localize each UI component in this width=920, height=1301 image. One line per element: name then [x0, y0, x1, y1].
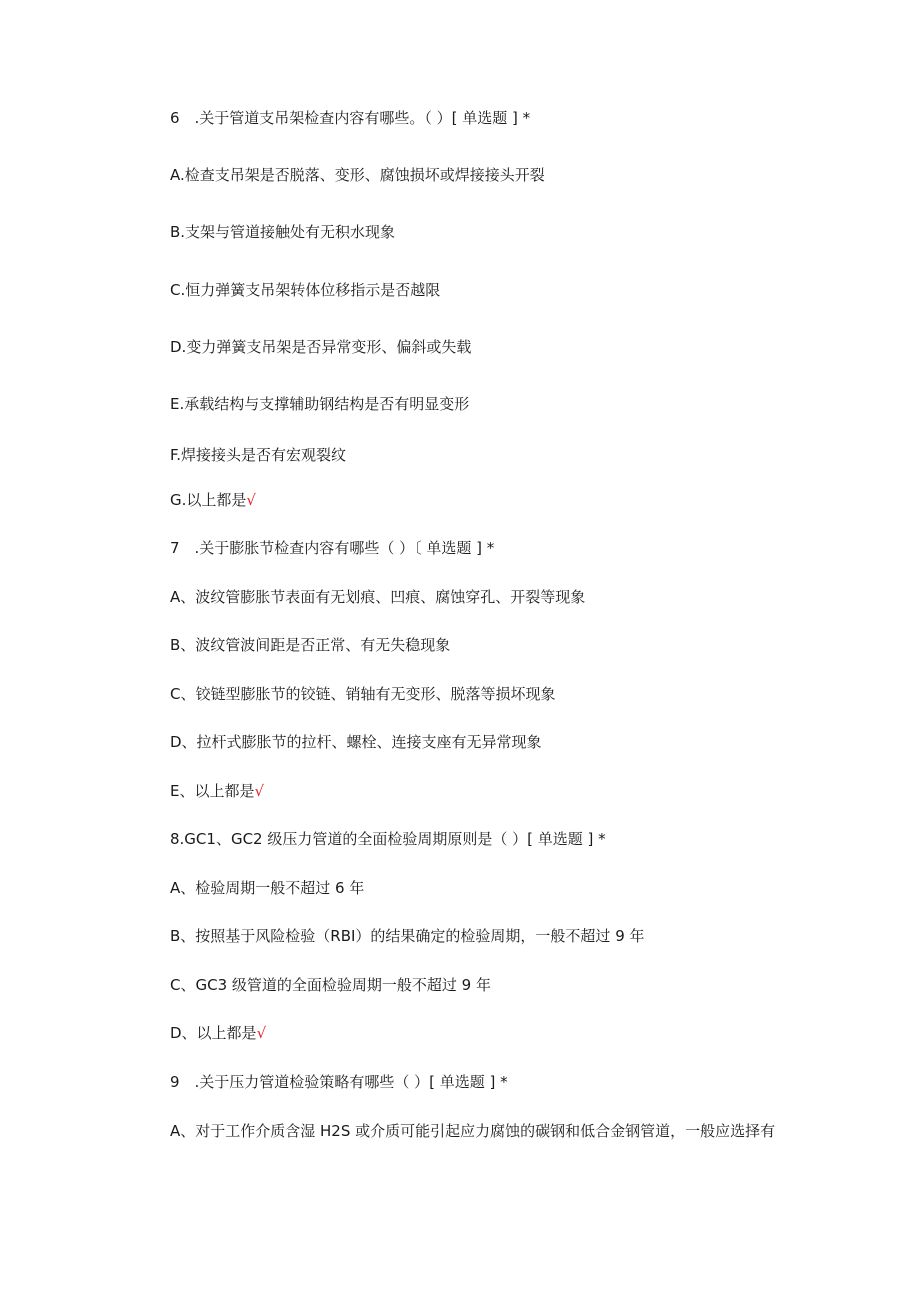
correct-answer-check-mark: √	[254, 782, 265, 800]
question-8-option-c: C、GC3 级管道的全面检验周期一般不超过 9 年	[170, 976, 491, 994]
question-8-stem: 8.GC1、GC2 级压力管道的全面检验周期原则是（ ）[ 单选题 ] *	[170, 830, 606, 848]
question-6-option-a: A.检查支吊架是否脱落、变形、腐蚀损坏或焊接接头开裂	[170, 166, 545, 184]
question-6-option-g	[170, 490, 256, 510]
question-7-option-b: B、波纹管波间距是否正常、有无失稳现象	[170, 636, 451, 654]
question-6-option-c: C.恒力弹簧支吊架转体位移指示是否越限	[170, 281, 441, 299]
question-6-stem: 6 .关于管道支吊架检查内容有哪些。（ ）[ 单选题 ] *	[170, 109, 531, 127]
question-8-option-b: B、按照基于风险检验（RBI）的结果确定的检验周期，一般不超过 9 年	[170, 927, 645, 945]
question-9-option-a: A、对于工作介质含湿 H2S 或介质可能引起应力腐蚀的碳钢和低合金钢管道，一般应选择有	[170, 1122, 776, 1140]
option-text: D、以上都是	[170, 1024, 257, 1042]
correct-answer-check-mark: √	[246, 491, 256, 509]
question-6-option-d: D.变力弹簧支吊架是否异常变形、偏斜或失载	[170, 338, 472, 356]
correct-answer-check-mark: √	[256, 1024, 267, 1042]
question-6-option-f: F.焊接接头是否有宏观裂纹	[170, 446, 346, 464]
question-7-option-c: C、铰链型膨胀节的铰链、销轴有无变形、脱落等损坏现象	[170, 685, 556, 703]
question-7-stem: 7 .关于膨胀节检查内容有哪些（ ）〔 单选题 ] *	[170, 539, 495, 557]
question-6-option-b: B.支架与管道接触处有无积水现象	[170, 223, 396, 241]
question-7-option-a: A、波纹管膨胀节表面有无划痕、凹痕、腐蚀穿孔、开裂等现象	[170, 588, 586, 606]
option-text: G.以上都是	[170, 491, 247, 509]
question-7-option-d: D、拉杆式膨胀节的拉杆、螺栓、连接支座有无异常现象	[170, 733, 542, 751]
question-7-option-e	[170, 781, 264, 801]
option-text: E、以上都是	[170, 782, 255, 800]
question-6-option-e: E.承载结构与支撑辅助钢结构是否有明显变形	[170, 395, 470, 413]
question-8-option-d	[170, 1023, 266, 1043]
question-9-stem: 9 .关于压力管道检验策略有哪些（ ）[ 单选题 ] *	[170, 1073, 508, 1091]
question-8-option-a: A、检验周期一般不超过 6 年	[170, 879, 365, 897]
